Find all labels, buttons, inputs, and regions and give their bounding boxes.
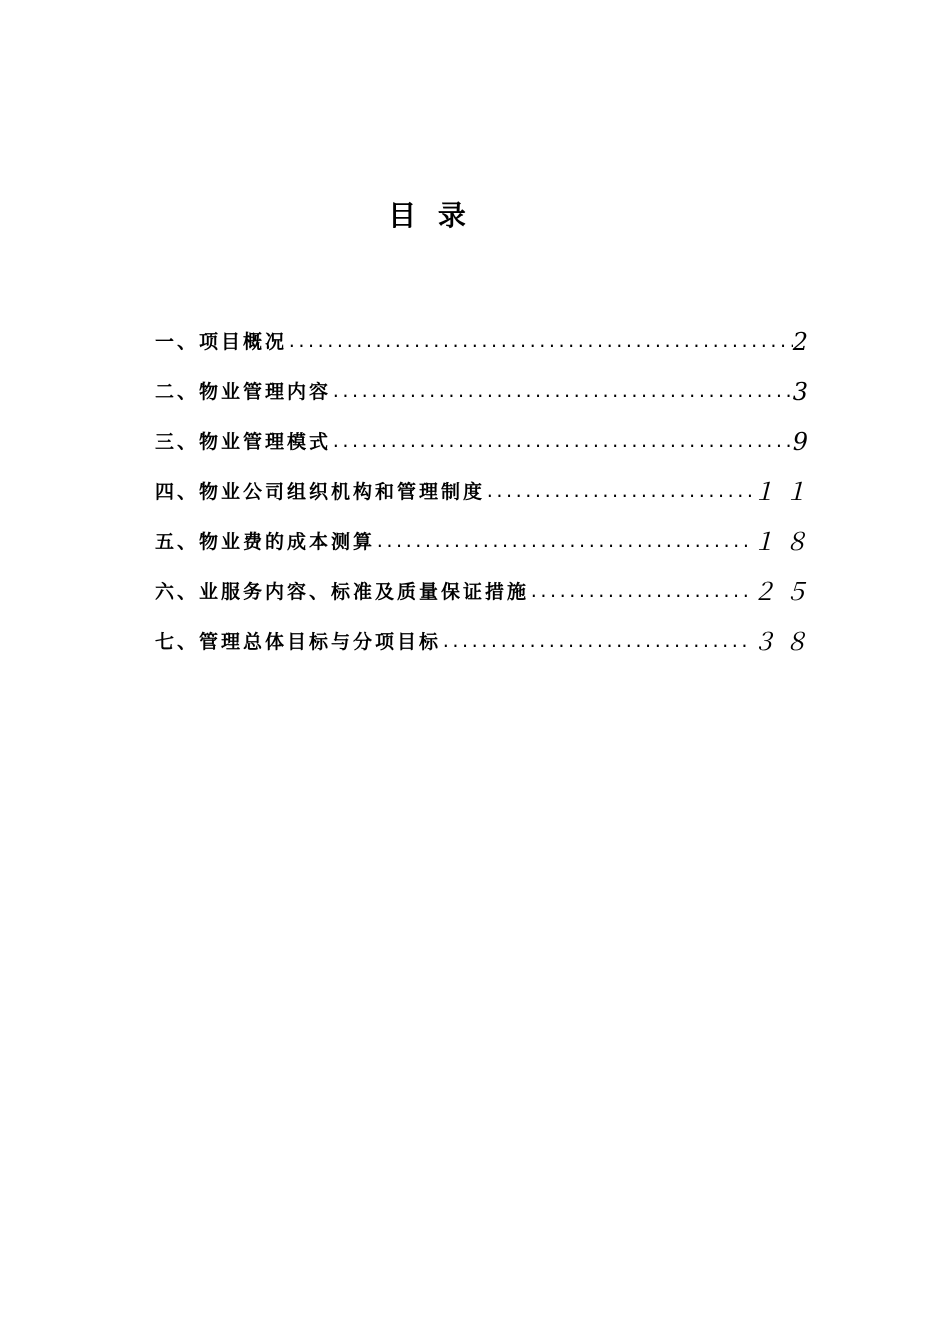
toc-entry-page-number: １８ [752,528,816,556]
toc-entry[interactable] [155,614,816,664]
toc-dot-leader [287,322,793,364]
toc-entry-page-number: 9 [792,428,816,456]
toc-dot-leader [331,422,793,464]
toc-entry-label: 三、物业管理模式 [155,431,332,453]
toc-entry-label: 五、物业费的成本测算 [155,531,376,553]
toc-entry-page-number: ３８ [752,628,816,656]
toc-entry-page-number: １１ [752,478,816,506]
toc-entry-label: 四、物业公司组织机构和管理制度 [155,481,486,503]
toc-list [155,314,816,664]
toc-dot-leader [331,372,793,414]
toc-entry-label: 一、项目概况 [155,331,288,353]
toc-entry[interactable] [155,414,816,464]
toc-entry[interactable] [155,364,816,414]
toc-entry-page-number: 3 [792,378,816,406]
toc-entry-label: 六、业服务内容、标准及质量保证措施 [155,581,530,603]
toc-title: 目 录 [388,199,472,232]
toc-entry-label: 二、物业管理内容 [155,381,332,403]
toc-entry[interactable] [155,314,816,364]
toc-entry[interactable] [155,564,816,614]
toc-entry-page-number: ２５ [752,578,816,606]
toc-entry-page-number: 2 [792,328,816,356]
toc-dot-leader [529,572,752,614]
toc-entry[interactable] [155,464,816,514]
toc-dot-leader [485,472,752,514]
toc-dot-leader [375,522,752,564]
toc-entry-label: 七、管理总体目标与分项目标 [155,631,442,653]
toc-entry[interactable] [155,514,816,564]
toc-dot-leader [441,622,752,664]
